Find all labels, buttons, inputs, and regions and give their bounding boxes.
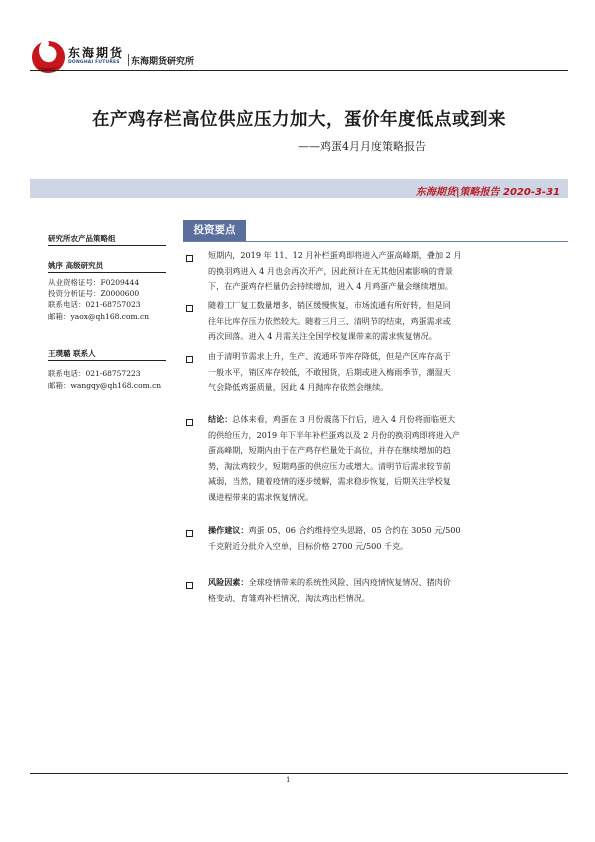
sidebar-rule <box>48 245 166 246</box>
key-point-line: 的换羽鸡进入 4 月也会再次开产，因此预计在无其他因素影响的背景 <box>208 265 454 276</box>
key-point-line: 操作建议：鸡蛋 05、06 合约维持空头思路，05 合约在 3050 元/500 <box>208 525 461 535</box>
analyst1-name-role: 姚序 高级研究员 <box>48 261 104 270</box>
analyst1-line: 投资分析证号：Z0000600 <box>48 289 140 298</box>
report-title: 在产鸡存栏高位供应压力加大，蛋价年度低点或到来 <box>92 110 506 130</box>
key-point-line: 课进程带来的需求恢复情况。 <box>208 491 314 502</box>
footer-rule <box>30 773 568 774</box>
risk-label: 风险因素： <box>208 577 249 587</box>
key-point-line: 气会降低鸡蛋质量，因此 4 月抛库存依然会继续。 <box>208 382 389 392</box>
key-point <box>208 248 544 295</box>
key-point-line: 风险因素：全球疫情带来的系统性风险、国内疫情恢复情况、猪肉价 <box>208 577 451 587</box>
institute-name: 东海期货研究所 <box>131 57 195 67</box>
key-point <box>208 298 544 345</box>
key-point-line: 减弱，当然，随着疫情的逐步缓解，需求稳步恢复，后期关注学校复 <box>208 476 451 486</box>
sidebar-rule <box>48 272 166 273</box>
key-point-line: 结论：总体来看，鸡蛋在 3 月份震荡下行后，进入 4 月份将面临更大 <box>208 414 456 424</box>
analyst1-email: 邮箱：yaox@qh168.com.cn <box>48 312 150 321</box>
key-point-line: 千克附近分批介入空单，目标价格 2700 元/500 千克。 <box>208 540 409 551</box>
analyst2-line: 联系电话：021-68757223 <box>48 369 141 378</box>
key-point-line: 再次回落。进入 4 月需关注全国学校复课带来的需求恢复情况。 <box>208 331 437 341</box>
checkbox-icon <box>186 419 193 426</box>
conclusion-label: 结论： <box>208 414 233 424</box>
key-point-line: 势，淘汰鸡较少，短期鸡蛋的供应压力或增大。清明节后需求较节前 <box>208 460 451 471</box>
analyst2-email: 邮箱：wangqy@qh168.com.cn <box>48 381 162 390</box>
key-point <box>208 349 544 396</box>
analyst1-line: 联系电话：021-68757023 <box>48 300 141 309</box>
checkbox-icon <box>186 255 193 262</box>
section-title: 投资要点 <box>183 220 246 241</box>
suggestion-label: 操作建议： <box>208 525 249 535</box>
sidebar-rule <box>48 360 166 361</box>
analyst1-line: 从业资格证号：F0209444 <box>48 278 140 287</box>
analyst2-name-role: 王璞璐 联系人 <box>48 349 96 358</box>
report-info-text: 东海期货|策略报告 2020-3-31 <box>415 187 560 198</box>
checkbox-icon <box>186 530 193 537</box>
key-point-suggestion <box>208 523 544 554</box>
key-point-line: 短期内，2019 年 11、12 月补栏蛋鸡即将进入产蛋高峰期，叠加 2 月 <box>208 250 462 260</box>
key-point-line: 一般水平，销区库存较低，不敢囤货，后期或进入梅雨季节，潮湿天 <box>208 366 451 377</box>
section-rule <box>183 241 568 242</box>
checkbox-icon <box>186 356 193 363</box>
checkbox-icon <box>186 305 193 312</box>
key-point-line: 由于清明节需求上升，生产、流通环节库存降低，但是产区库存高于 <box>208 351 451 361</box>
key-point-line: 下，在产蛋鸡存栏量仍会持续增加，进入 4 月鸡蛋产量会继续增加。 <box>208 281 454 291</box>
key-point-line: 往年比库存压力依然较大。随着三月三、清明节的结束，鸡蛋需求或 <box>208 315 451 326</box>
key-point-line: 蛋高峰期，短期内由于在产鸡存栏量处于高位，并存在继续增加的趋 <box>208 445 451 455</box>
key-point-conclusion <box>208 412 544 505</box>
key-point-line: 随着工厂复工数量增多，销区缓慢恢复，市场流通有所好转，但是同 <box>208 300 451 310</box>
report-info-band <box>30 179 568 198</box>
key-point-line: 的供给压力，2019 年下半年补栏蛋鸡以及 2 月份的换羽鸡即将进入产 <box>208 429 460 440</box>
logo-english-name: DONGHAI FUTURES <box>68 60 120 65</box>
logo-chinese-name: 东海期货 <box>68 46 125 60</box>
page-number: 1 <box>286 776 291 784</box>
logo-separator <box>128 54 129 66</box>
research-group: 研究所农产品策略组 <box>48 234 116 243</box>
header-rule <box>30 70 568 71</box>
checkbox-icon <box>186 582 193 589</box>
key-point-risk <box>208 575 544 606</box>
report-subtitle: ——鸡蛋4月月度策略报告 <box>298 140 426 153</box>
key-point-line: 格变动、育雏鸡补栏情况、淘汰鸡出栏情况。 <box>208 592 370 603</box>
